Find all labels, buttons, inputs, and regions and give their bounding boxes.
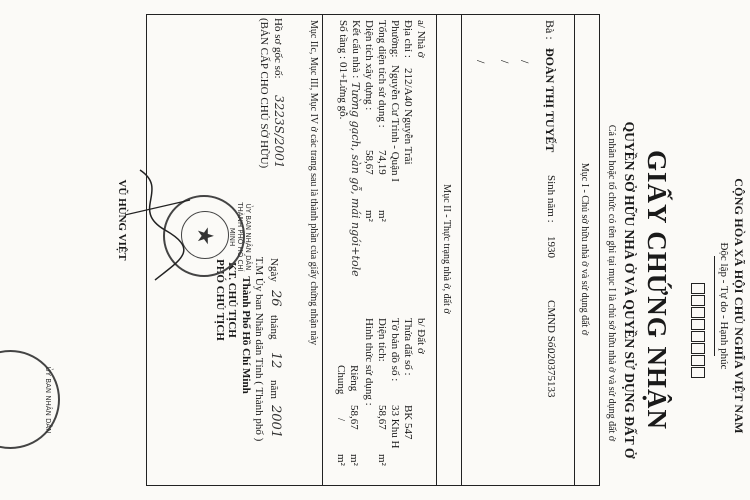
signing-day-label: Ngày (268, 258, 280, 282)
signer-name: VŨ HÙNG VIỆT (116, 179, 128, 261)
use-form-label: Hình thức sử dụng : (363, 318, 375, 406)
structure-value: Tường gạch, sàn gỗ, mái ngói+tole (349, 82, 362, 277)
map-value: 33 Khu H (389, 405, 401, 449)
section-1-divider (574, 15, 575, 485)
on-behalf-of: T.M Ủy ban Nhân dân Tỉnh ( Thành phố ) (253, 256, 265, 442)
total-area-value: 74,19 (376, 150, 388, 175)
registry-number-value: 3223S/2001 (272, 95, 286, 169)
section-2-bottom-divider (322, 15, 323, 485)
plot-value: BK 547 (402, 405, 414, 440)
plot-label: Thửa đất số : (402, 318, 414, 376)
owner-prefix: Bà : (543, 20, 557, 40)
total-area-label: Tổng diện tích sử dụng : (376, 20, 388, 128)
ward-value: Nguyễn Cư Trinh - Quận I (389, 65, 401, 182)
private-unit: m² (348, 454, 360, 466)
signing-month: 12 (268, 352, 283, 369)
signing-day: 26 (268, 290, 283, 307)
id-number: 020375133 (545, 348, 557, 398)
section-2-heading: Mục II - Thực trạng nhà ở, đất ở (441, 184, 452, 314)
owner-name: ĐOÀN THỊ TUYẾT (543, 48, 557, 153)
build-area-value: 58,67 (363, 150, 375, 175)
birth-label: Sinh năm : (545, 175, 557, 223)
signing-month-label: tháng (268, 315, 280, 340)
ward-label: Phường: (389, 20, 401, 58)
corner-seal-text: ỦY BAN NHÂN DÂN (44, 366, 52, 434)
country-header: CỘNG HÒA XÃ HỘI CHỦ NGHĨA VIỆT NAM (732, 178, 746, 434)
signer-position-1: KT. CHỦ TỊCH (226, 262, 238, 338)
registry-number-label: Hồ sơ gốc số: (272, 18, 284, 79)
footer-note: Mục IIc, Mục III, Mục IV ở các trang sau là thành phần của giấy chứng nhận này (308, 20, 319, 346)
private-value: 58,67 (348, 405, 360, 430)
build-area-unit: m² (363, 210, 375, 222)
corner-seal (0, 350, 60, 449)
signing-year: 2001 (268, 405, 283, 439)
seal-text: ỦY BAN NHÂN DÂN THÀNH PHỐ HỒ CHÍ MINH (228, 202, 252, 272)
motto: Độc lập - Tự do - Hạnh phúc (718, 242, 730, 370)
shared-label: Chung (335, 365, 347, 395)
signing-year-label: năm (268, 380, 280, 399)
birth-year: 1930 (545, 236, 557, 258)
total-area-unit: m² (376, 210, 388, 222)
land-area-value: 58,67 (376, 405, 388, 430)
floors-label: Số tầng : (337, 20, 349, 60)
map-label: Tờ bản đồ số : (389, 318, 401, 382)
signature (120, 160, 210, 290)
floors-value: 01+Lửng gỗ. (337, 62, 349, 120)
address-value: 212/A40 Nguyễn Trãi (402, 68, 414, 165)
certificate-document: CỘNG HÒA XÃ HỘI CHỦ NGHĨA VIỆT NAM Độc lập - Tự do - Hạnh phúc GIẤY CHỨNG NHẬN QUYỀN SỞ HỮU NHÀ Ở VÀ QUYỀN SỬ DỤNG ĐẤT Ở Cá nhân hoặc tổ chức có tên ghi tại mục I là chủ sở hữu nhà ở và sử dụng đất ở Mục I - Chủ sở hữu nhà ở và sử dụng đất ở Bà : ĐOÀN THỊ TUYẾT Sinh năm : 1930 CMND Số: 020375133 / / / Mục II - Thực trạng nhà ở, đất ở a/ Nhà ở Địa chỉ : 212/A40 Nguyễn Trãi Phường: Nguyễn Cư Trinh - Quận I Tổng diện tích sử dụng : 74,19 m² Diện tích xây dựng : 58,67 m² Kết cấu nhà : Tường gạch, sàn gỗ, mái ngói+tole Số tầng : 01+Lửng gỗ. b/ Đất ở Thửa đất số : BK 547 Tờ bản đồ số : 33 Khu H Diện tích: 58,67 m² Hình thức sử dụng : Riêng 58,67 m² Chung / m² Mục IIc, Mục III, Mục IV ở các trang sau là thành phần của giấy chứng nhận này Hồ sơ gốc số: 3223S/2001 (BẢN CẤP CHO CHỦ SỞ HỮU) Ngày 26 tháng 12 năm 2001 T.M Ủy ban Nhân dân Tỉnh ( Thành phố ) Thành Phố Hồ Chí Minh KT. CHỦ TỊCH PHÓ CHỦ TỊCH ★ ỦY BAN NHÂN DÂN THÀNH PHỐ HỒ CHÍ MINH VŨ HÙNG VIỆT ỦY BAN NHÂN DÂN (0, 0, 750, 500)
land-heading: b/ Đất ở (415, 318, 427, 354)
section-2-top-divider (461, 15, 462, 485)
land-area-unit: m² (376, 454, 388, 466)
land-area-label: Diện tích: (376, 318, 388, 362)
serial-number-boxes (691, 283, 705, 379)
signer-position-2: PHÓ CHỦ TỊCH (214, 259, 226, 341)
id-label: CMND Số: (545, 300, 557, 351)
document-subtitle: QUYỀN SỞ HỮU NHÀ Ở VÀ QUYỀN SỬ DỤNG ĐẤT Ở (622, 121, 637, 459)
build-area-label: Diện tích xây dựng : (363, 20, 375, 111)
structure-label: Kết cấu nhà : (350, 20, 362, 79)
motto-underline (714, 256, 715, 356)
shared-value: / (335, 418, 347, 422)
registry-authority: (BẢN CẤP CHO CHỦ SỞ HỮU) (258, 18, 270, 169)
intro-text: Cá nhân hoặc tổ chức có tên ghi tại mục I là chủ sở hữu nhà ở và sử dụng đất ở (606, 124, 617, 442)
shared-unit: m² (335, 454, 347, 466)
house-heading: a/ Nhà ở (415, 20, 427, 58)
section-2-header-divider (436, 15, 437, 485)
section-1-heading: Mục I - Chủ sở hữu nhà ở và sử dụng đất ở (579, 162, 590, 336)
issuing-city: Thành Phố Hồ Chí Minh (240, 276, 252, 394)
star-icon: ★ (193, 226, 218, 246)
private-label: Riêng (348, 365, 360, 392)
document-title: GIẤY CHỨNG NHẬN (642, 150, 672, 430)
address-label: Địa chỉ : (402, 20, 414, 58)
